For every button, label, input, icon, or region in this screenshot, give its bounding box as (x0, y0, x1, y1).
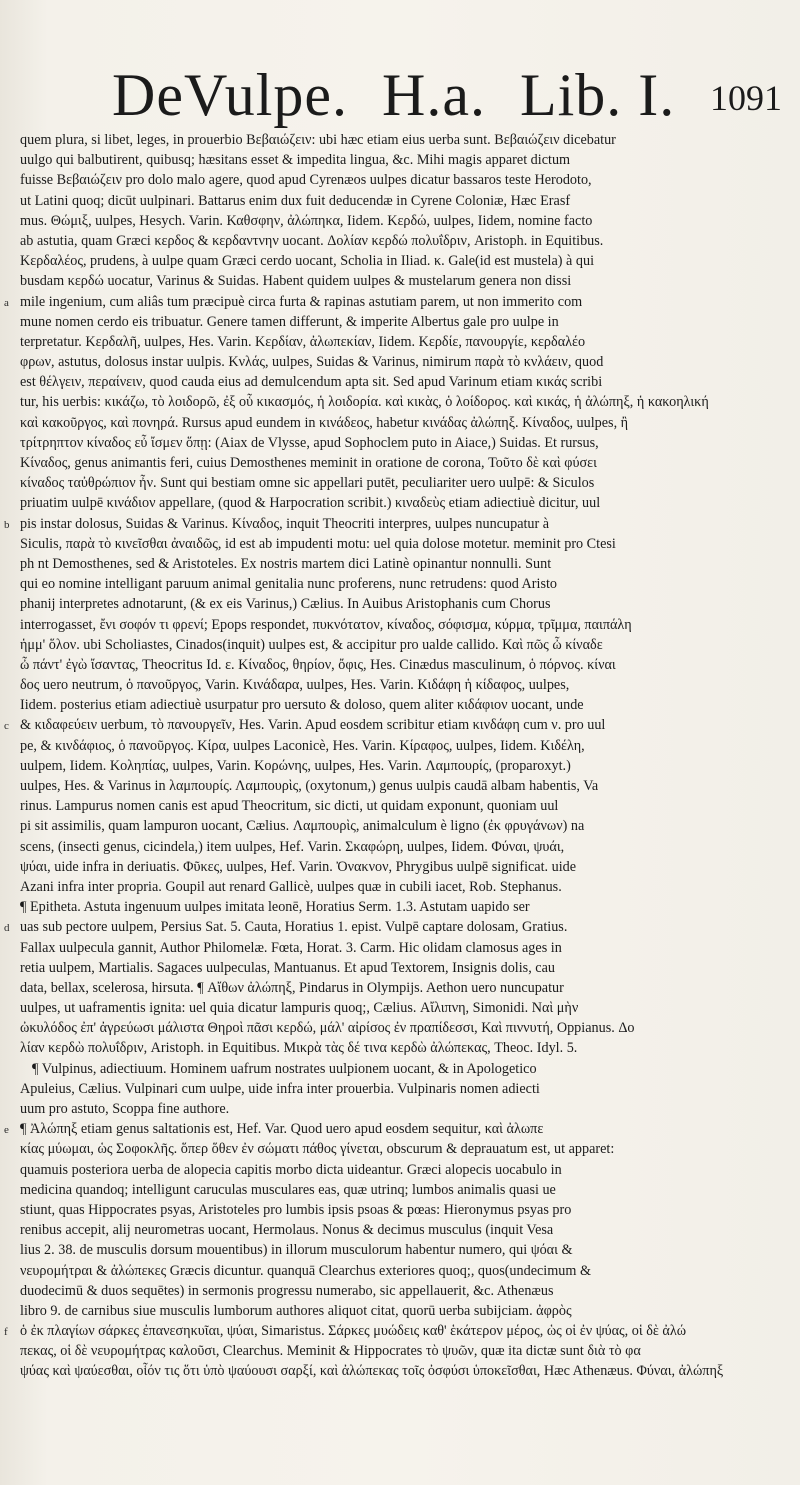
text-line (0, 837, 800, 857)
text-line (0, 1261, 800, 1281)
line-text: tur, his uerbis: κικάζω, τὸ λοιδορῶ, ἐξ οὗ κικασμός, ἡ λοιδορία. καὶ κικὰς, ὁ λοίδορος. καὶ κικάς, ἡ ἀλώπηξ, ἡ κακοηλική (20, 394, 709, 411)
line-text: phanij interpretes adnotarunt, (& ex eis Varinus,) Cælius. In Auibus Aristophanis cum Chorus (20, 596, 551, 613)
text-line (0, 635, 800, 655)
line-text: τρίτρηπτον κίναδος εὖ ἴσμεν ὅπῃ: (Aiax de Vlysse, apud Sophoclem puto in Aiace,) Suidas. Et rursus, (20, 434, 599, 451)
line-text: ph nt Demosthenes, sed & Aristoteles. Ex nostris martem dici Latinè opinantur nonnulli. Sunt (20, 555, 552, 572)
text-line (0, 1361, 800, 1381)
line-text: καὶ κακοῦργος, καὶ πονηρά. Rursus apud eundem in κινάδεος, habetur κινάδας ἀλώπηξ. Κίναδος, uulpes, ἢ (20, 414, 629, 431)
line-text: uum pro astuto, Scoppa fine authore. (20, 1101, 230, 1117)
line-text: busdam κερδώ uocatur, Varinus & Suidas. Habent quidem uulpes & mustelarum genera non dissi (20, 273, 572, 290)
line-text: ¶ Ἀλώπηξ etiam genus saltationis est, Hef. Var. Quod uero apud eosdem sequitur, καὶ ἀλωπε (20, 1121, 544, 1138)
text-line (0, 332, 800, 352)
line-text: Κερδαλέος, prudens, à uulpe quam Græci cerdo uocant, Scholia in Iliad. κ. Gale(id est mustela) à qui (20, 253, 595, 270)
line-text: quamuis posteriora uerba de alopecia capitis morbo dicta uideantur. Græci alopecis uocabulo in (20, 1161, 562, 1178)
text-line (0, 736, 800, 756)
text-line (0, 1341, 800, 1361)
text-line (0, 1038, 800, 1058)
text-line (0, 998, 800, 1018)
text-line (0, 554, 800, 574)
line-text: κίας μύωμαι, ὡς Σοφοκλῆς. ὅπερ ὅθεν ἐν σώματι πάθος γίνεται, obscurum & deprauatum est, ut apparet: (20, 1141, 615, 1158)
text-line (0, 150, 800, 170)
line-text: data, bellax, scelerosa, hirsuta. ¶ Αἴθων ἀλώπηξ, Pindarus in Olympijs. Aethon uero nuncupatur (20, 979, 564, 996)
line-text: scens, (insecti genus, cicindela,) item uulpes, Hef. Varin. Σκαφώρη, uulpes, Iidem. Φύναι, ψυάι, (20, 838, 565, 855)
line-text: Κίναδος, genus animantis feri, cuius Demosthenes meminit in oratione de corona, Τοῦτο δὲ καὶ φύσει (20, 455, 597, 471)
line-text: uulgo qui balbutirent, quibusq; hæsitans esset & impedita lingua, &c. Mihi magis apparet dictum (20, 152, 571, 169)
line-text: libro 9. de carnibus siue musculis lumborum authores aliquot citat, quorū uerba subijciam. ἀφρὸς (20, 1302, 572, 1319)
text-line (0, 594, 800, 614)
line-text: interrogasset, ἔνι σοφόν τι φρενί; Epops respondet, πυκνότατον, κίναδος, σόφισμα, κύρμα, τρῖμμα, παιπάλη (20, 616, 632, 633)
text-line (0, 433, 800, 453)
line-text: ὁ ἐκ πλαγίων σάρκες ἐπανεσηκυῖαι, ψύαι, Simaristus. Σάρκες μυώδεις καθ' ἑκάτερον μέρος, ὡς οἱ ἐν ψύας, οἱ δὲ ἀλώ (20, 1323, 687, 1340)
line-text: stiunt, quas Hippocrates psyas, Aristoteles pro lumbis ipsis psoas & pœas: Hieronymus psyas pro (20, 1201, 572, 1218)
text-line (0, 938, 800, 958)
text-line (0, 715, 800, 735)
line-text: uas sub pectore uulpem, Persius Sat. 5. Cauta, Horatius 1. epist. Vulpē captare dolosam, Gratius. (20, 919, 568, 936)
text-line (0, 231, 800, 251)
line-text: Azani infra inter propria. Goupil aut renard Gallicè, uulpes quæ in cubili iacet, Rob. Stephanus. (20, 878, 562, 895)
running-title (112, 60, 675, 130)
text-line (0, 695, 800, 715)
line-text: ψύας καὶ ψαύεσθαι, οἷόν τις ὅτι ὑπὸ ψαύουσι σαρξί, καὶ ἀλώπεκας τοῖς ὀσφύσι ὑποκεῖσθαι, Hæc Athenæus. Φύναι, ἀλώπηξ (20, 1363, 724, 1380)
line-text: νευρομήτραι & ἀλώπεκες Græcis dicuntur. quanquā Clearchus exteriores quoq;, quos(undecimum & (20, 1262, 591, 1279)
margin-letter: b (4, 518, 10, 531)
line-text: mus. Θώμιξ, uulpes, Hesych. Varin. Καθσφην, ἀλώπηκα, Iidem. Κερδώ, uulpes, Iidem, nomine facto (20, 212, 593, 229)
title-word-ha: H.a. (382, 62, 486, 128)
line-text: uulpes, ut uaframentis ignita: uel quia dicatur lampuris quoq;, Cælius. Αἴλιπνη, Simonidi. Ναὶ μὴν (20, 1000, 579, 1017)
line-text: ὦ πάντ' ἐγὼ ἴσαντας, Theocritus Id. ε. Κίναδος, θηρίον, ὄφις, Hes. Cinædus masculinum, ὁ πόρνος. κίναι (20, 656, 616, 673)
line-text: uulpes, Hes. & Varinus in λαμπουρίς. Λαμπουρὶς, (oxytonum,) genus uulpis caudā albam habentis, Va (20, 778, 599, 794)
line-text: ut Latini quoq; dicūt uulpinari. Battarus enim dux fuit deducendæ in Cyrene Coloniæ, Hæc Erasf (20, 192, 571, 209)
text-line (0, 534, 800, 554)
text-line (0, 615, 800, 635)
text-line (0, 392, 800, 412)
text-line (0, 574, 800, 594)
line-text: πεκας, οἱ δὲ νευρομήτρας καλοῦσι, Clearchus. Meminit & Hippocrates τὸ ψυῶν, quæ ita dictæ sunt διὰ τὸ φα (20, 1343, 641, 1360)
text-line (0, 1139, 800, 1159)
line-text: pi sit assimilis, quam lampuron uocant, Cælius. Λαμπουρὶς, animalculum è ligno (ἐκ φρυγάνων) na (20, 818, 585, 835)
margin-letter: c (4, 720, 9, 733)
text-line (0, 1059, 800, 1079)
line-text: φρων, astutus, dolosus instar uulpis. Κνλάς, uulpes, Suidas & Varinus, nimirum παρὰ τὸ κνλάειν, quod (20, 354, 604, 371)
text-line (0, 655, 800, 675)
text-line (0, 312, 800, 332)
text-line (0, 372, 800, 392)
text-line (0, 453, 800, 473)
text-line (0, 1160, 800, 1180)
line-text: retia uulpem, Martialis. Sagaces uulpeculas, Mantuanus. Et apud Textorem, Insignis dolis, cau (20, 959, 555, 976)
title-word-lib: Lib. I. (519, 62, 676, 128)
body-text (0, 130, 800, 1382)
text-line (0, 251, 800, 271)
title-word-de-vulpe: DeVulpe. (112, 62, 348, 128)
line-text: λίαν κερδὼ πολυΐδριν, Aristoph. in Equitibus. Μικρὰ τὰς δέ τινα κερδὼ ἀλώπεκας, Theoc. Idyl. 5. (20, 1040, 578, 1057)
line-text: κίναδος ταὐθρώπιον ἦν. Sunt qui bestiam omne sic appellari putēt, peculiariter uero uulpē: & Siculos (20, 475, 595, 492)
text-line (0, 352, 800, 372)
line-text: ab astutia, quam Græci κερδος & κερδαντνην uocant. Δολίαν κερδώ πολυΐδριν, Aristoph. in Equitibus. (20, 232, 604, 249)
text-line (0, 211, 800, 231)
text-line (0, 170, 800, 190)
text-line (0, 917, 800, 937)
margin-letter: d (4, 922, 10, 935)
line-text: terpretatur. Κερδαλῆ, uulpes, Hes. Varin. Κερδίαν, ἀλωπεκίαν, Iidem. Κερδίε, πανουργίε, κερδαλέο (20, 333, 586, 350)
line-text: ἡμμ' ὅλον. ubi Scholiastes, Cinados(inquit) uulpes est, & accipitur pro ualde callido. Καὶ πῶς ὦ κίναδε (20, 636, 603, 653)
page-header (0, 0, 800, 128)
text-line (0, 1200, 800, 1220)
line-text: fuisse Βεβαιώζειν pro dolo malo agere, quod apud Cyrenæos uulpes dicatur bassaros teste Herodoto, (20, 172, 592, 189)
line-text: quem plura, si libet, leges, in prouerbio Βεβαιώζειν: ubi hæc etiam eius uerba sunt. Βεβαιώζειν dicebatur (20, 132, 616, 148)
line-text: mune nomen cerdo eis tribuatur. Genere tamen differunt, & imperite Albertus gale pro uulpe in (20, 313, 559, 330)
margin-letter: a (4, 296, 9, 309)
line-text: pe, & κινδάφιος, ὁ πανοῦργος. Κίρα, uulpes Laconicè, Hes. Varin. Κίραφος, uulpes, Iidem. Κιδέλη, (20, 737, 585, 754)
line-text: mile ingenium, cum aliâs tum præcipuè circa furta & rapinas astutiam parem, ut non immerito com (20, 293, 583, 310)
text-line (0, 877, 800, 897)
line-text: Apuleius, Cælius. Vulpinari cum uulpe, uide infra inter prouerbia. Vulpinaris nomen adiecti (20, 1080, 540, 1097)
line-text: ¶ Epitheta. Astuta ingenuum uulpes imitata leonē, Horatius Serm. 1.3. Astutam uapido ser (20, 899, 530, 916)
text-line (0, 473, 800, 493)
text-line (0, 1240, 800, 1260)
text-line (0, 756, 800, 776)
line-text: Fallax uulpecula gannit, Author Philomelæ. Fœta, Horat. 3. Carm. Hic olidam clamosus ages in (20, 939, 562, 956)
text-line (0, 493, 800, 513)
text-line (0, 1099, 800, 1119)
line-text: est θέλγειν, περαίνειν, quod cauda eius ad demulcendum apta sit. Sed apud Varinum etiam κικάς scribi (20, 374, 603, 391)
line-text: & κιδαφεύειν uerbum, τὸ πανουργεῖν, Hes. Varin. Apud eosdem scribitur etiam κινδάφη cum ν. pro uul (20, 717, 606, 734)
text-line (0, 857, 800, 877)
margin-letter: e (4, 1124, 9, 1137)
line-text: uulpem, Iidem. Κοληπίας, uulpes, Varin. Κορώνης, uulpes, Hes. Varin. Λαμπουρίς, (proparoxyt.) (20, 757, 571, 774)
text-line (0, 1321, 800, 1341)
text-line (0, 1119, 800, 1139)
line-text: medicina quandoq; intelligunt caruculas musculares eas, quæ utrinq; lumbos animalis quasi ue (20, 1181, 556, 1198)
line-text: rinus. Lampurus nomen canis est apud Theocritum, sic dicti, ut quidam exponunt, quoniam uul (20, 798, 559, 815)
text-line (0, 675, 800, 695)
text-line (0, 514, 800, 534)
text-line (0, 1018, 800, 1038)
line-text: ¶ Vulpinus, adiectiuum. Hominem uafrum nostrates uulpionem uocant, & in Apologetico (32, 1060, 537, 1077)
text-line (0, 191, 800, 211)
line-text: δος uero neutrum, ὁ πανοῦργος, Varin. Κινάδαρα, uulpes, Hes. Varin. Κιδάφη ἡ κίδαφος, uulpes, (20, 677, 570, 694)
text-line (0, 1079, 800, 1099)
page-number: 1091 (710, 78, 782, 118)
text-line (0, 1180, 800, 1200)
text-line (0, 1220, 800, 1240)
line-text: priuatim uulpē κινάδιον appellare, (quod & Harpocration scribit.) κιναδεὺς etiam adiectiuè dicitur, uul (20, 495, 601, 512)
text-line (0, 292, 800, 312)
margin-letter: f (4, 1326, 8, 1339)
text-line (0, 413, 800, 433)
line-text: Siculis, παρὰ τὸ κινεῖσθαι ἀναιδῶς, id est ab impudenti motu: uel quia dolose motetur. meminit pro Ctesi (20, 535, 616, 552)
line-text: ὠκυλόδος ἐπ' ἀγρεύωσι μάλιστα Θηροὶ πᾶσι κερδώ, μάλ' αἰρίσος ἐν πραπίδεσσι, Καὶ πιννυτή, Oppianus. Δο (20, 1020, 635, 1037)
line-text: duodecimū & duos sequētes) in sermonis progressu numerabo, sic appellauerit, &c. Athenæus (20, 1282, 554, 1299)
text-line (0, 816, 800, 836)
line-text: qui eo nomine intelligant paruum animal genitalia nunc proferens, nunc retrudens: quod Aristo (20, 576, 558, 593)
line-text: lius 2. 38. de musculis dorsum mouentibus) in illorum musculorum habentur numero, qui ψόαι & (20, 1242, 573, 1259)
line-text: pis instar dolosus, Suidas & Varinus. Κίναδος, inquit Theocriti interpres, uulpes nuncupatur à (20, 515, 550, 532)
text-line (0, 897, 800, 917)
text-line (0, 1281, 800, 1301)
text-line (0, 978, 800, 998)
text-line (0, 130, 800, 150)
text-line (0, 796, 800, 816)
line-text: ψύαι, uide infra in deriuatis. Φῦκες, uulpes, Hef. Varin. Ὀνακνον, Phrygibus uulpē significat. uide (20, 858, 577, 875)
line-text: renibus accepit, alij neurometras uocant, Hermolaus. Nonus & decimus musculus (inquit Vesa (20, 1222, 554, 1239)
text-line (0, 1301, 800, 1321)
text-line (0, 271, 800, 291)
text-line (0, 958, 800, 978)
line-text: Iidem. posterius etiam adiectiuè usurpatur pro uersuto & doloso, quem aliter κιδάφιον uocant, unde (20, 697, 584, 714)
text-line (0, 776, 800, 796)
